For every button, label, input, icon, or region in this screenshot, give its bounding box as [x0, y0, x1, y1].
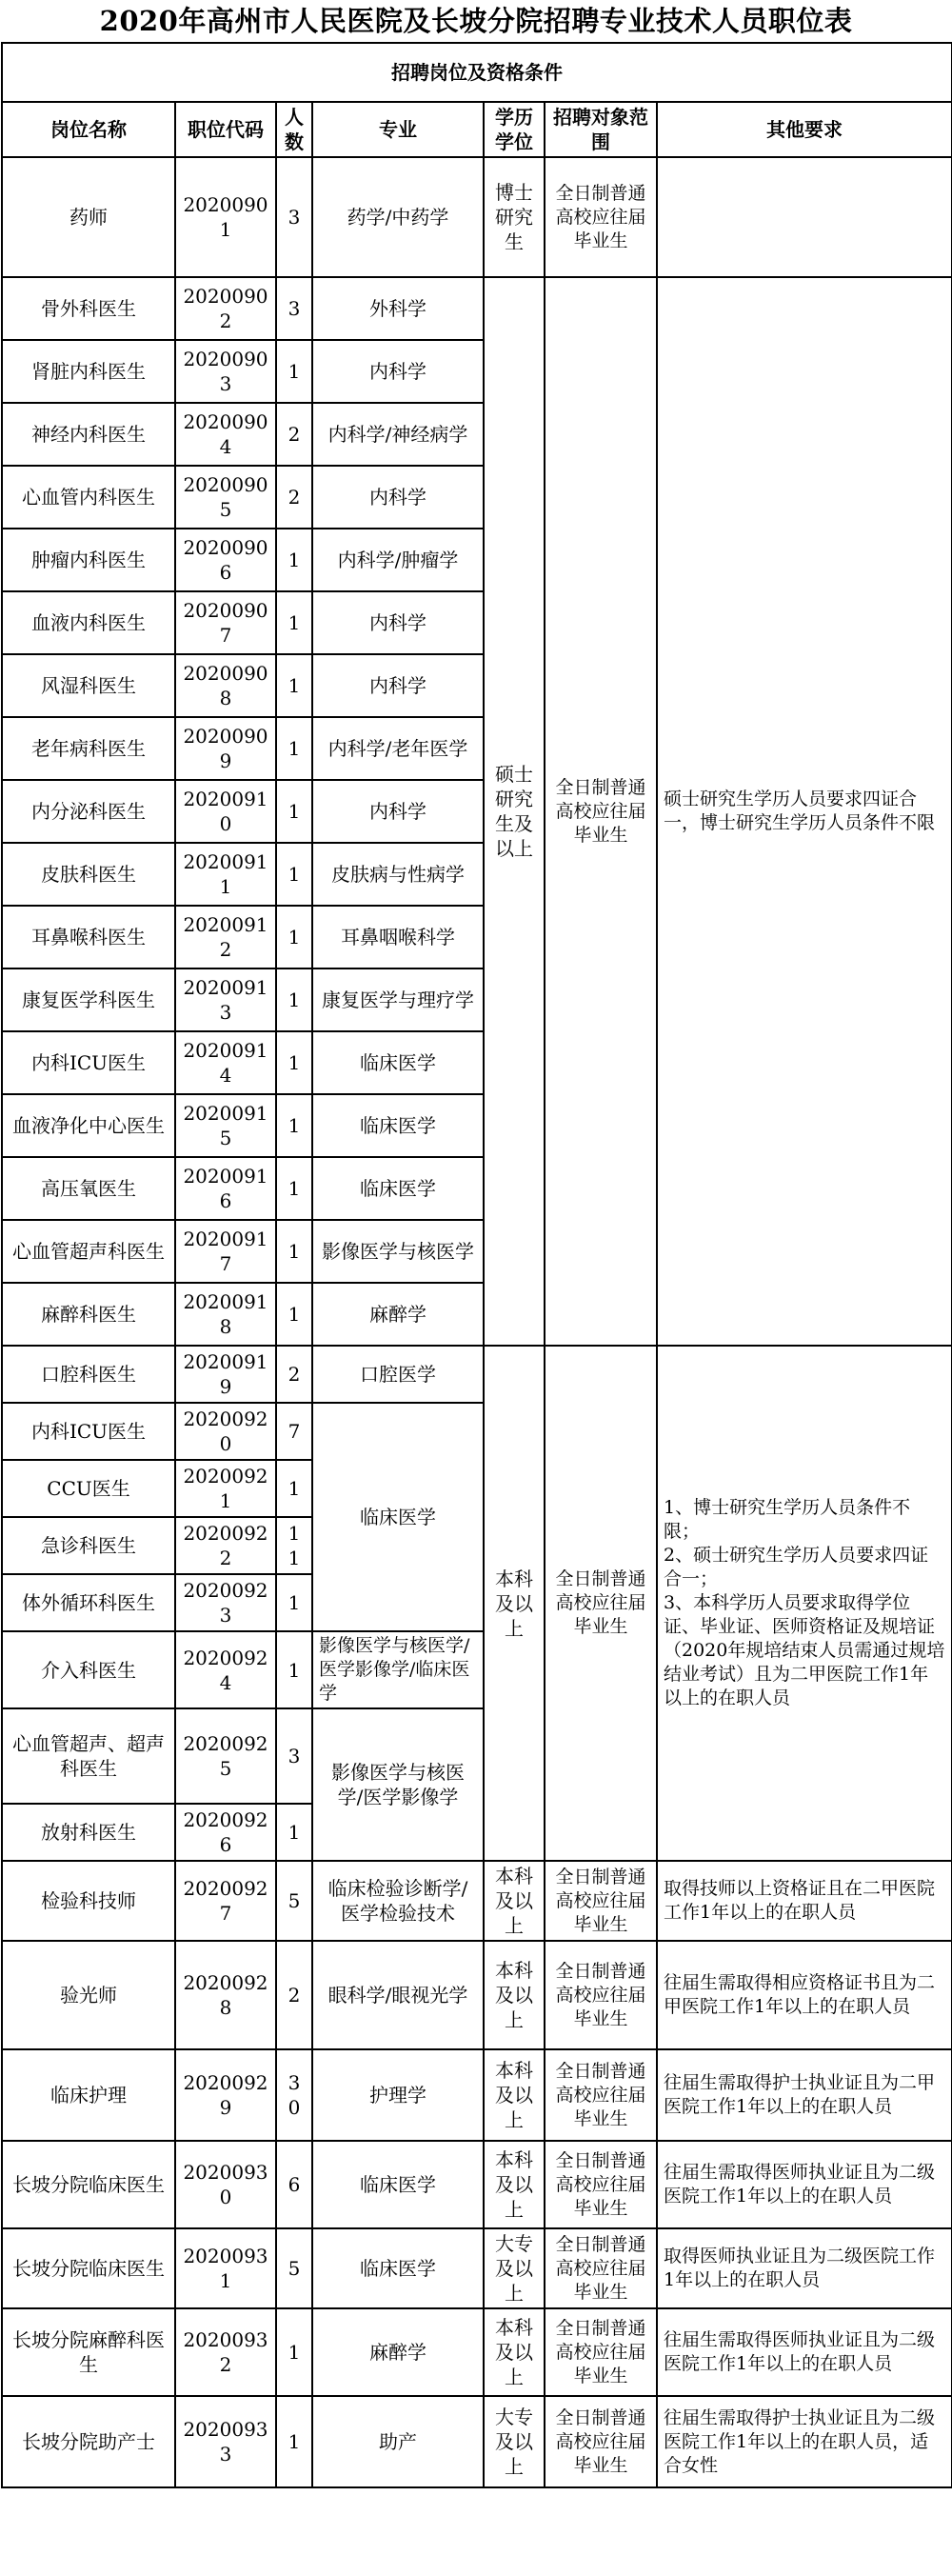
headcount: 1	[276, 1631, 312, 1708]
position-name: 肿瘤内科医生	[2, 529, 175, 591]
table-row	[2, 1941, 952, 2049]
headcount: 1	[276, 654, 312, 717]
other-requirements: 往届生需取得相应资格证书且为二甲医院工作1年以上的在职人员	[657, 1941, 952, 2049]
major: 内科学	[312, 466, 484, 529]
major: 耳鼻咽喉科学	[312, 906, 484, 968]
education: 大专及以上	[484, 2228, 545, 2308]
position-name: 风湿科医生	[2, 654, 175, 717]
headcount: 30	[276, 2049, 312, 2141]
position-name: 内科ICU医生	[2, 1403, 175, 1460]
headcount: 1	[276, 717, 312, 780]
position-code: 20200917	[175, 1220, 276, 1283]
position-name: 长坡分院临床医生	[2, 2228, 175, 2308]
job-table	[1, 42, 952, 2488]
position-code: 20200901	[175, 157, 276, 277]
position-code: 20200913	[175, 968, 276, 1031]
position-code: 20200918	[175, 1283, 276, 1346]
major: 康复医学与理疗学	[312, 968, 484, 1031]
major: 内科学	[312, 340, 484, 403]
major: 内科学	[312, 654, 484, 717]
major: 助产	[312, 2396, 484, 2487]
position-code: 20200907	[175, 591, 276, 654]
headcount: 6	[276, 2141, 312, 2228]
headcount: 1	[276, 2308, 312, 2396]
major: 临床医学	[312, 1031, 484, 1094]
table-row	[2, 1346, 952, 1403]
position-name: 放射科医生	[2, 1804, 175, 1861]
position-code: 20200902	[175, 277, 276, 340]
position-name: 心血管超声科医生	[2, 1220, 175, 1283]
position-name: 神经内科医生	[2, 403, 175, 466]
position-code: 20200924	[175, 1631, 276, 1708]
major: 药学/中药学	[312, 157, 484, 277]
major: 临床医学	[312, 2141, 484, 2228]
other-requirements: 往届生需取得医师执业证且为二级医院工作1年以上的在职人员	[657, 2308, 952, 2396]
column-header: 其他要求	[657, 102, 952, 157]
other-requirements: 1、博士研究生学历人员条件不限； 2、硕士研究生学历人员要求四证合一； 3、本科学历人员要求取得学位证、毕业证、医师资格证及规培证（2020年规培结束人员需通过规培结业考试）且为二甲医院工作1年以上的在职人员	[657, 1346, 952, 1861]
education: 硕士研究生及以上	[484, 277, 545, 1346]
headcount: 1	[276, 591, 312, 654]
position-code: 20200908	[175, 654, 276, 717]
headcount: 1	[276, 2396, 312, 2487]
major: 影像医学与核医学	[312, 1220, 484, 1283]
education: 本科及以上	[484, 2141, 545, 2228]
section-header: 招聘岗位及资格条件	[2, 43, 952, 102]
education: 本科及以上	[484, 1346, 545, 1861]
recruit-target: 全日制普通高校应往届毕业生	[545, 277, 657, 1346]
major: 内科学/老年医学	[312, 717, 484, 780]
table-row	[2, 277, 952, 340]
headcount: 1	[276, 1460, 312, 1517]
table-row	[2, 1861, 952, 1941]
position-code: 20200927	[175, 1861, 276, 1941]
position-name: 内科ICU医生	[2, 1031, 175, 1094]
position-code: 20200915	[175, 1094, 276, 1157]
headcount: 1	[276, 529, 312, 591]
headcount: 1	[276, 906, 312, 968]
position-name: 急诊科医生	[2, 1517, 175, 1574]
position-name: 长坡分院临床医生	[2, 2141, 175, 2228]
headcount: 1	[276, 1031, 312, 1094]
position-name: 血液内科医生	[2, 591, 175, 654]
headcount: 1	[276, 1283, 312, 1346]
position-code: 20200919	[175, 1346, 276, 1403]
position-code: 20200909	[175, 717, 276, 780]
education: 博士研究生	[484, 157, 545, 277]
position-code: 20200926	[175, 1804, 276, 1861]
position-code: 20200910	[175, 780, 276, 843]
position-code: 20200932	[175, 2308, 276, 2396]
position-code: 20200903	[175, 340, 276, 403]
major: 麻醉学	[312, 1283, 484, 1346]
column-header: 岗位名称	[2, 102, 175, 157]
position-code: 20200929	[175, 2049, 276, 2141]
headcount: 1	[276, 1804, 312, 1861]
position-name: 肾脏内科医生	[2, 340, 175, 403]
table-row	[2, 2141, 952, 2228]
other-requirements: 往届生需取得医师执业证且为二级医院工作1年以上的在职人员	[657, 2141, 952, 2228]
headcount: 1	[276, 968, 312, 1031]
column-header: 人数	[276, 102, 312, 157]
position-code: 20200922	[175, 1517, 276, 1574]
position-code: 20200906	[175, 529, 276, 591]
table-row	[2, 2308, 952, 2396]
position-code: 20200923	[175, 1574, 276, 1631]
position-name: 耳鼻喉科医生	[2, 906, 175, 968]
position-code: 20200916	[175, 1157, 276, 1220]
headcount: 1	[276, 1157, 312, 1220]
major: 内科学	[312, 780, 484, 843]
recruit-target: 全日制普通高校应往届毕业生	[545, 2308, 657, 2396]
recruit-target: 全日制普通高校应往届毕业生	[545, 1861, 657, 1941]
headcount: 1	[276, 1574, 312, 1631]
recruit-target: 全日制普通高校应往届毕业生	[545, 157, 657, 277]
table-row	[2, 2228, 952, 2308]
other-requirements: 取得技师以上资格证且在二甲医院工作1年以上的在职人员	[657, 1861, 952, 1941]
headcount: 1	[276, 1094, 312, 1157]
other-requirements: 硕士研究生学历人员要求四证合一，博士研究生学历人员条件不限	[657, 277, 952, 1346]
position-name: 心血管超声、超声科医生	[2, 1708, 175, 1804]
position-name: 皮肤科医生	[2, 843, 175, 906]
other-requirements	[657, 157, 952, 277]
other-requirements: 取得医师执业证且为二级医院工作1年以上的在职人员	[657, 2228, 952, 2308]
position-code: 20200904	[175, 403, 276, 466]
major: 临床医学	[312, 1094, 484, 1157]
headcount: 1	[276, 843, 312, 906]
other-requirements: 往届生需取得护士执业证且为二甲医院工作1年以上的在职人员	[657, 2049, 952, 2141]
major: 影像医学与核医学/医学影像学/临床医学	[312, 1631, 484, 1708]
major: 临床医学	[312, 2228, 484, 2308]
column-header: 招聘对象范围	[545, 102, 657, 157]
major: 内科学	[312, 591, 484, 654]
position-name: 高压氧医生	[2, 1157, 175, 1220]
position-name: 临床护理	[2, 2049, 175, 2141]
headcount: 11	[276, 1517, 312, 1574]
position-code: 20200905	[175, 466, 276, 529]
major: 内科学/神经病学	[312, 403, 484, 466]
major: 内科学/肿瘤学	[312, 529, 484, 591]
headcount: 5	[276, 1861, 312, 1941]
position-code: 20200921	[175, 1460, 276, 1517]
position-name: 长坡分院助产士	[2, 2396, 175, 2487]
position-name: 麻醉科医生	[2, 1283, 175, 1346]
major: 临床检验诊断学/医学检验技术	[312, 1861, 484, 1941]
education: 本科及以上	[484, 2049, 545, 2141]
position-code: 20200914	[175, 1031, 276, 1094]
recruit-target: 全日制普通高校应往届毕业生	[545, 2228, 657, 2308]
headcount: 3	[276, 157, 312, 277]
position-name: 内分泌科医生	[2, 780, 175, 843]
major: 临床医学	[312, 1403, 484, 1631]
column-header: 专业	[312, 102, 484, 157]
position-name: 验光师	[2, 1941, 175, 2049]
headcount: 5	[276, 2228, 312, 2308]
column-header: 学历学位	[484, 102, 545, 157]
column-header-row	[2, 102, 952, 157]
position-name: 体外循环科医生	[2, 1574, 175, 1631]
headcount: 2	[276, 1941, 312, 2049]
section-header-row	[2, 43, 952, 102]
position-name: CCU医生	[2, 1460, 175, 1517]
major: 护理学	[312, 2049, 484, 2141]
page-title: 2020年高州市人民医院及长坡分院招聘专业技术人员职位表	[99, 5, 853, 37]
education: 本科及以上	[484, 1861, 545, 1941]
headcount: 1	[276, 780, 312, 843]
position-name: 口腔科医生	[2, 1346, 175, 1403]
column-header: 职位代码	[175, 102, 276, 157]
headcount: 2	[276, 403, 312, 466]
recruit-target: 全日制普通高校应往届毕业生	[545, 2396, 657, 2487]
position-code: 20200930	[175, 2141, 276, 2228]
position-name: 心血管内科医生	[2, 466, 175, 529]
headcount: 3	[276, 1708, 312, 1804]
position-name: 骨外科医生	[2, 277, 175, 340]
headcount: 2	[276, 1346, 312, 1403]
table-row	[2, 2396, 952, 2487]
position-name: 检验科技师	[2, 1861, 175, 1941]
position-code: 20200911	[175, 843, 276, 906]
table-row	[2, 2049, 952, 2141]
recruit-target: 全日制普通高校应往届毕业生	[545, 2049, 657, 2141]
major: 皮肤病与性病学	[312, 843, 484, 906]
position-name: 长坡分院麻醉科医生	[2, 2308, 175, 2396]
position-name: 介入科医生	[2, 1631, 175, 1708]
position-code: 20200920	[175, 1403, 276, 1460]
major: 影像医学与核医学/医学影像学	[312, 1708, 484, 1861]
education: 本科及以上	[484, 2308, 545, 2396]
position-name: 药师	[2, 157, 175, 277]
recruit-target: 全日制普通高校应往届毕业生	[545, 1941, 657, 2049]
position-name: 血液净化中心医生	[2, 1094, 175, 1157]
position-code: 20200928	[175, 1941, 276, 2049]
other-requirements: 往届生需取得护士执业证且为二级医院工作1年以上的在职人员，适合女性	[657, 2396, 952, 2487]
table-row	[2, 157, 952, 277]
headcount: 2	[276, 466, 312, 529]
education: 本科及以上	[484, 1941, 545, 2049]
position-name: 老年病科医生	[2, 717, 175, 780]
major: 临床医学	[312, 1157, 484, 1220]
headcount: 7	[276, 1403, 312, 1460]
major: 外科学	[312, 277, 484, 340]
recruit-target: 全日制普通高校应往届毕业生	[545, 1346, 657, 1861]
education: 大专及以上	[484, 2396, 545, 2487]
major: 麻醉学	[312, 2308, 484, 2396]
position-code: 20200925	[175, 1708, 276, 1804]
position-code: 20200912	[175, 906, 276, 968]
position-name: 康复医学科医生	[2, 968, 175, 1031]
headcount: 3	[276, 277, 312, 340]
headcount: 1	[276, 1220, 312, 1283]
recruit-target: 全日制普通高校应往届毕业生	[545, 2141, 657, 2228]
major: 眼科学/眼视光学	[312, 1941, 484, 2049]
headcount: 1	[276, 340, 312, 403]
major: 口腔医学	[312, 1346, 484, 1403]
position-code: 20200931	[175, 2228, 276, 2308]
position-code: 20200933	[175, 2396, 276, 2487]
